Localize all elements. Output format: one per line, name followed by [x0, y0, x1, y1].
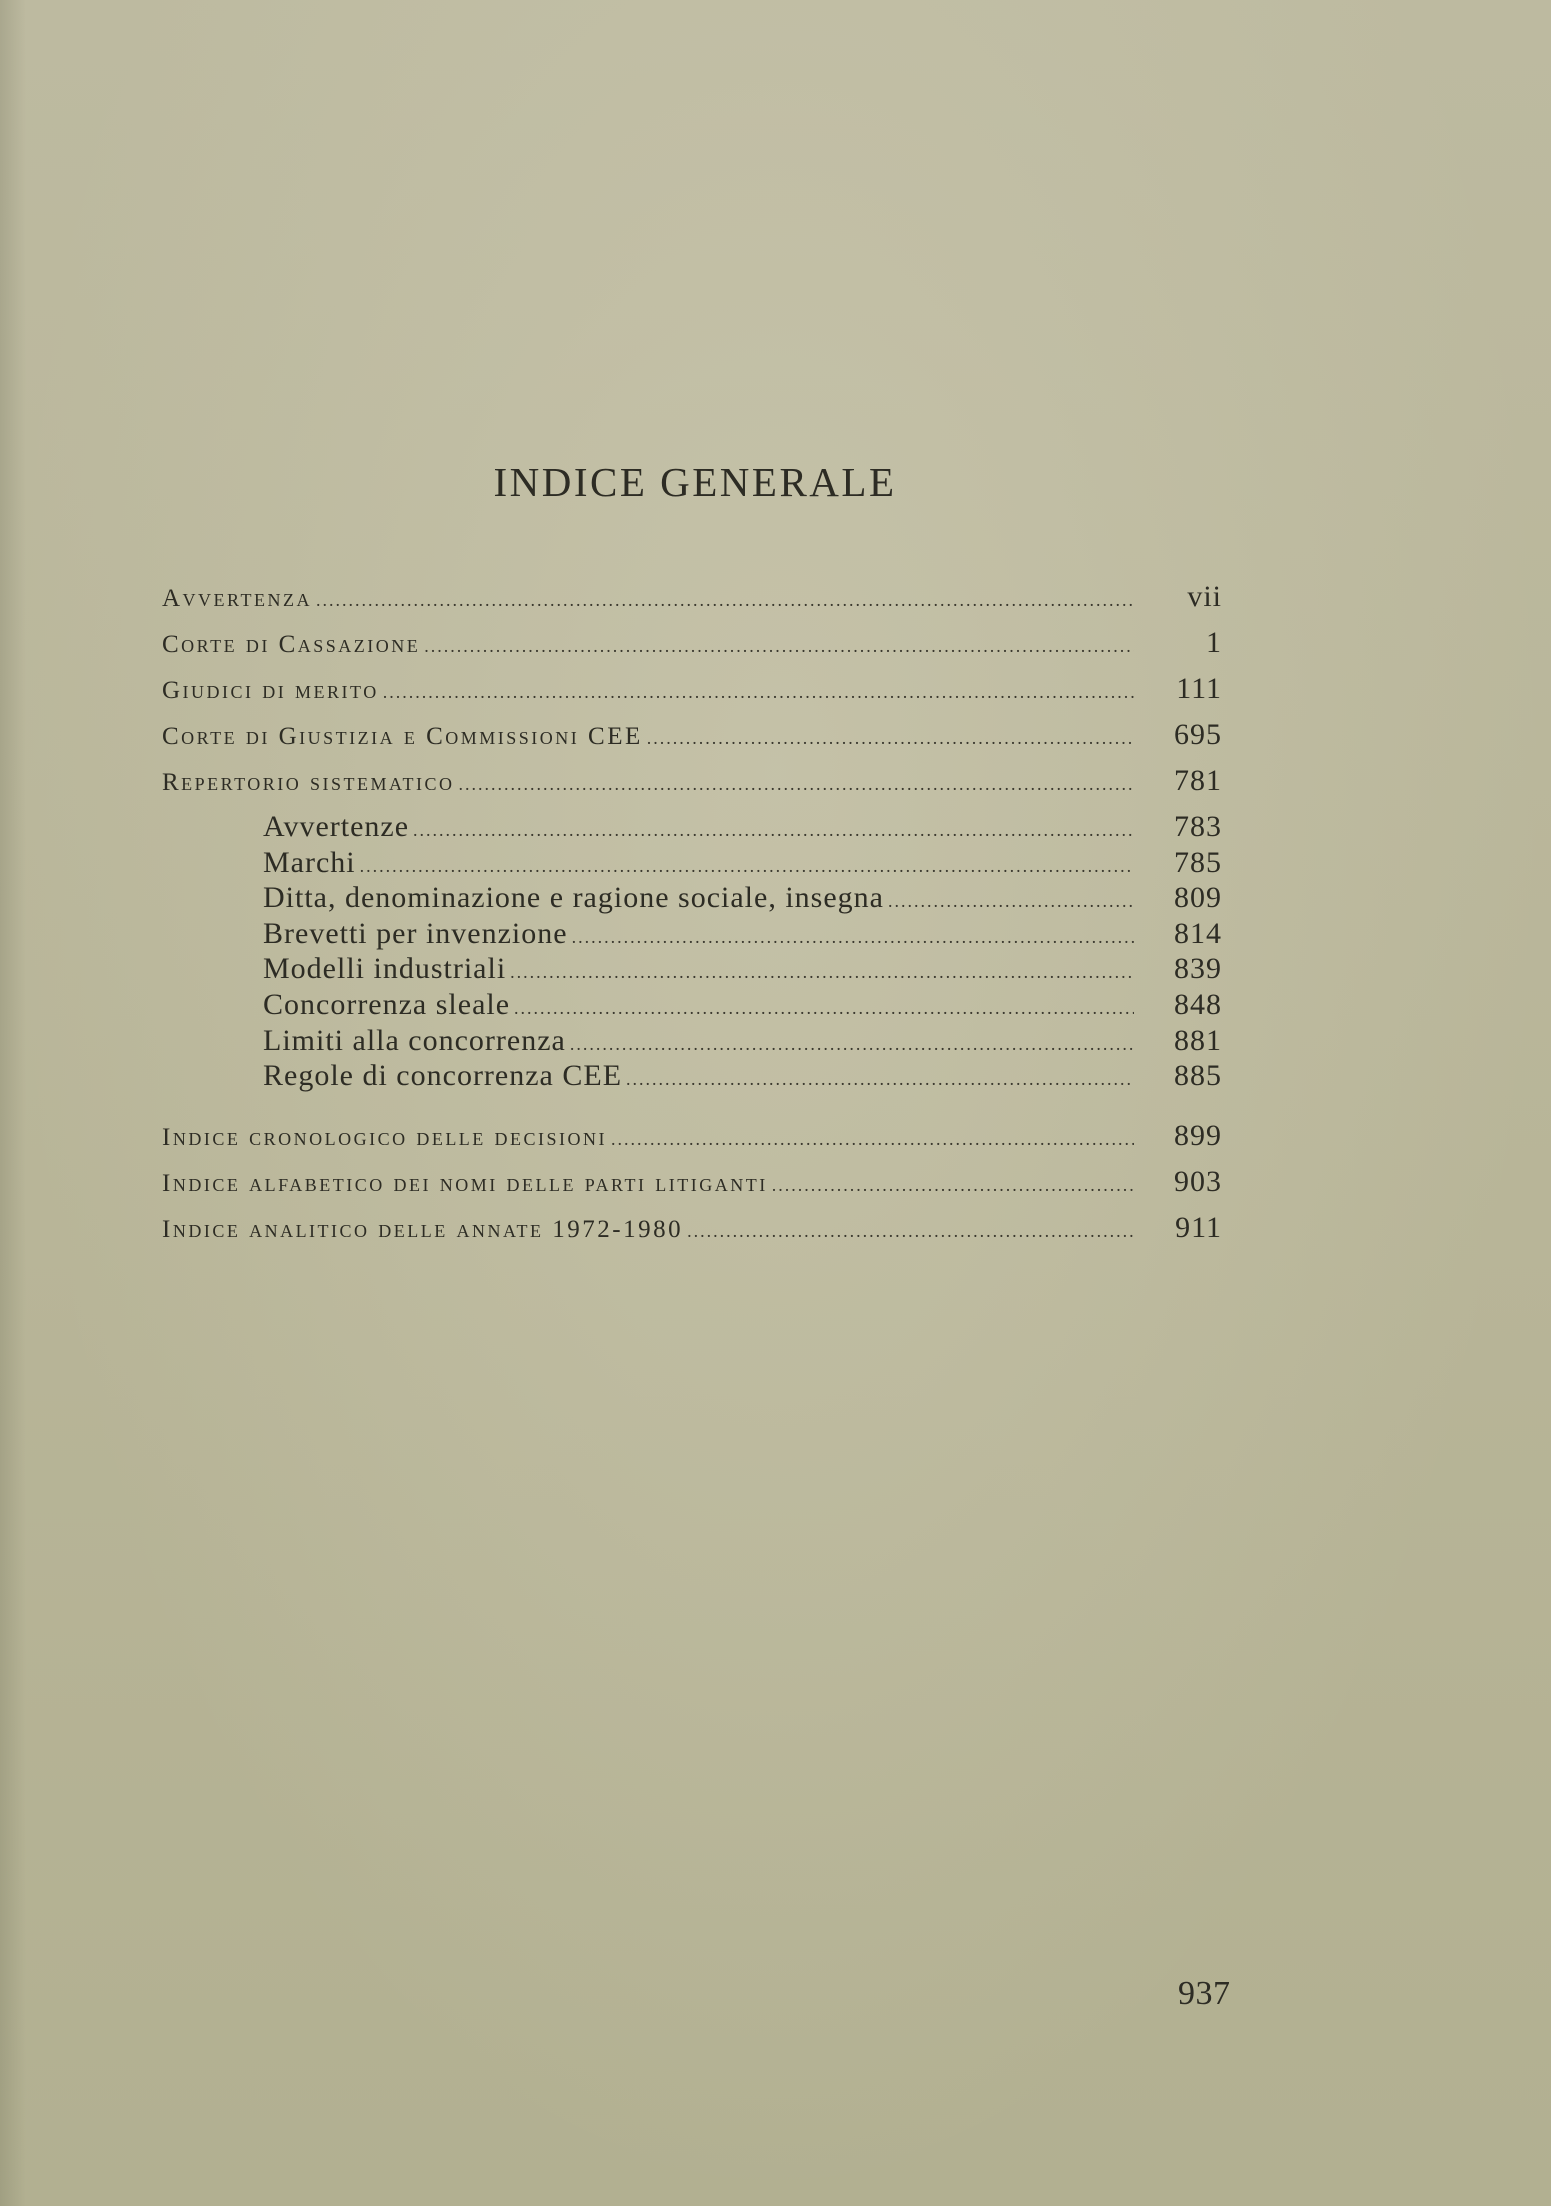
dot-leader [572, 927, 1134, 948]
toc-entry-label: Avvertenze [263, 810, 410, 843]
dot-leader [687, 1221, 1134, 1242]
toc-entry-indice-alfabetico [162, 1165, 1222, 1211]
toc-entry-page: 911 [1175, 1210, 1222, 1244]
dot-leader [626, 1069, 1134, 1090]
toc-entry-corte-di-giustizia [162, 718, 1222, 764]
toc-entry-page: vii [1187, 580, 1222, 613]
toc-entry-label: Indice cronologico delle decisioni [162, 1123, 608, 1151]
dot-leader [424, 636, 1134, 657]
toc-entry-page: 785 [1174, 845, 1222, 879]
page-title: INDICE GENERALE [493, 459, 897, 505]
toc-entry-label: Modelli industriali [263, 952, 507, 986]
toc-subentry-concorrenza-sleale [162, 988, 1222, 1024]
toc-entry-label: Indice analitico delle annate 1972-1980 [162, 1215, 684, 1243]
toc-entry-label: Marchi [263, 845, 356, 879]
table-of-contents [162, 580, 1222, 1257]
toc-entry-page: 781 [1174, 764, 1222, 797]
toc-subentry-modelli-industriali [162, 952, 1222, 988]
dot-leader [459, 774, 1134, 795]
toc-subentry-regole-di-concorrenza [162, 1059, 1222, 1095]
toc-entry-page: 814 [1174, 916, 1222, 950]
toc-subentry-avvertenze [162, 810, 1222, 846]
dot-leader [413, 820, 1134, 841]
toc-entry-indice-analitico [162, 1211, 1222, 1257]
section-spacer [162, 1095, 1222, 1119]
page-number: 937 [1178, 1975, 1231, 2012]
toc-indexes [162, 1119, 1222, 1257]
toc-subentry-marchi [162, 846, 1222, 882]
toc-entry-page: 848 [1174, 987, 1222, 1021]
toc-entry-indice-cronologico [162, 1119, 1222, 1165]
toc-entry-page: 695 [1174, 718, 1222, 751]
dot-leader [647, 728, 1134, 749]
toc-entry-corte-di-cassazione [162, 626, 1222, 672]
toc-entry-label: Brevetti per invenzione [263, 916, 568, 950]
toc-entry-page: 839 [1174, 952, 1222, 986]
toc-entry-label: Corte di Giustizia e Commissioni CEE [162, 723, 643, 750]
toc-entry-page: 1 [1206, 626, 1222, 659]
toc-entry-avvertenza [162, 580, 1222, 626]
dot-leader [510, 962, 1134, 983]
toc-entry-label: Giudici di merito [162, 677, 379, 704]
toc-entry-label: Ditta, denominazione e ragione sociale, insegna [263, 881, 884, 915]
dot-leader [514, 998, 1134, 1019]
dot-leader [316, 590, 1134, 611]
toc-entry-label: Repertorio sistematico [162, 769, 455, 796]
dot-leader [383, 682, 1134, 703]
toc-entry-label: Corte di Cassazione [162, 631, 421, 658]
toc-entry-giudici-di-merito [162, 672, 1222, 718]
dot-leader [888, 891, 1134, 912]
dot-leader [570, 1034, 1134, 1055]
dot-leader [360, 856, 1134, 877]
toc-entry-label: Indice alfabetico dei nomi delle parti litiganti [162, 1169, 768, 1197]
toc-entry-label: Avvertenza [162, 585, 312, 612]
toc-entry-page: 809 [1174, 881, 1222, 915]
toc-entry-page: 881 [1174, 1023, 1222, 1057]
toc-subentry-brevetti [162, 917, 1222, 953]
toc-entry-label: Regole di concorrenza CEE [263, 1059, 623, 1093]
toc-subentry-ditta [162, 881, 1222, 917]
toc-subentry-limiti-alla-concorrenza [162, 1024, 1222, 1060]
toc-entry-repertorio-sistematico [162, 764, 1222, 810]
toc-entry-page: 885 [1174, 1059, 1222, 1093]
toc-entry-page: 903 [1174, 1164, 1222, 1198]
toc-entry-page: 111 [1176, 672, 1222, 705]
toc-entry-label: Concorrenza sleale [263, 987, 511, 1021]
toc-entry-page: 783 [1174, 810, 1222, 843]
toc-sections [162, 580, 1222, 1095]
toc-entry-page: 899 [1174, 1118, 1222, 1152]
dot-leader [611, 1129, 1134, 1150]
toc-entry-label: Limiti alla concorrenza [263, 1023, 566, 1057]
dot-leader [772, 1175, 1134, 1196]
